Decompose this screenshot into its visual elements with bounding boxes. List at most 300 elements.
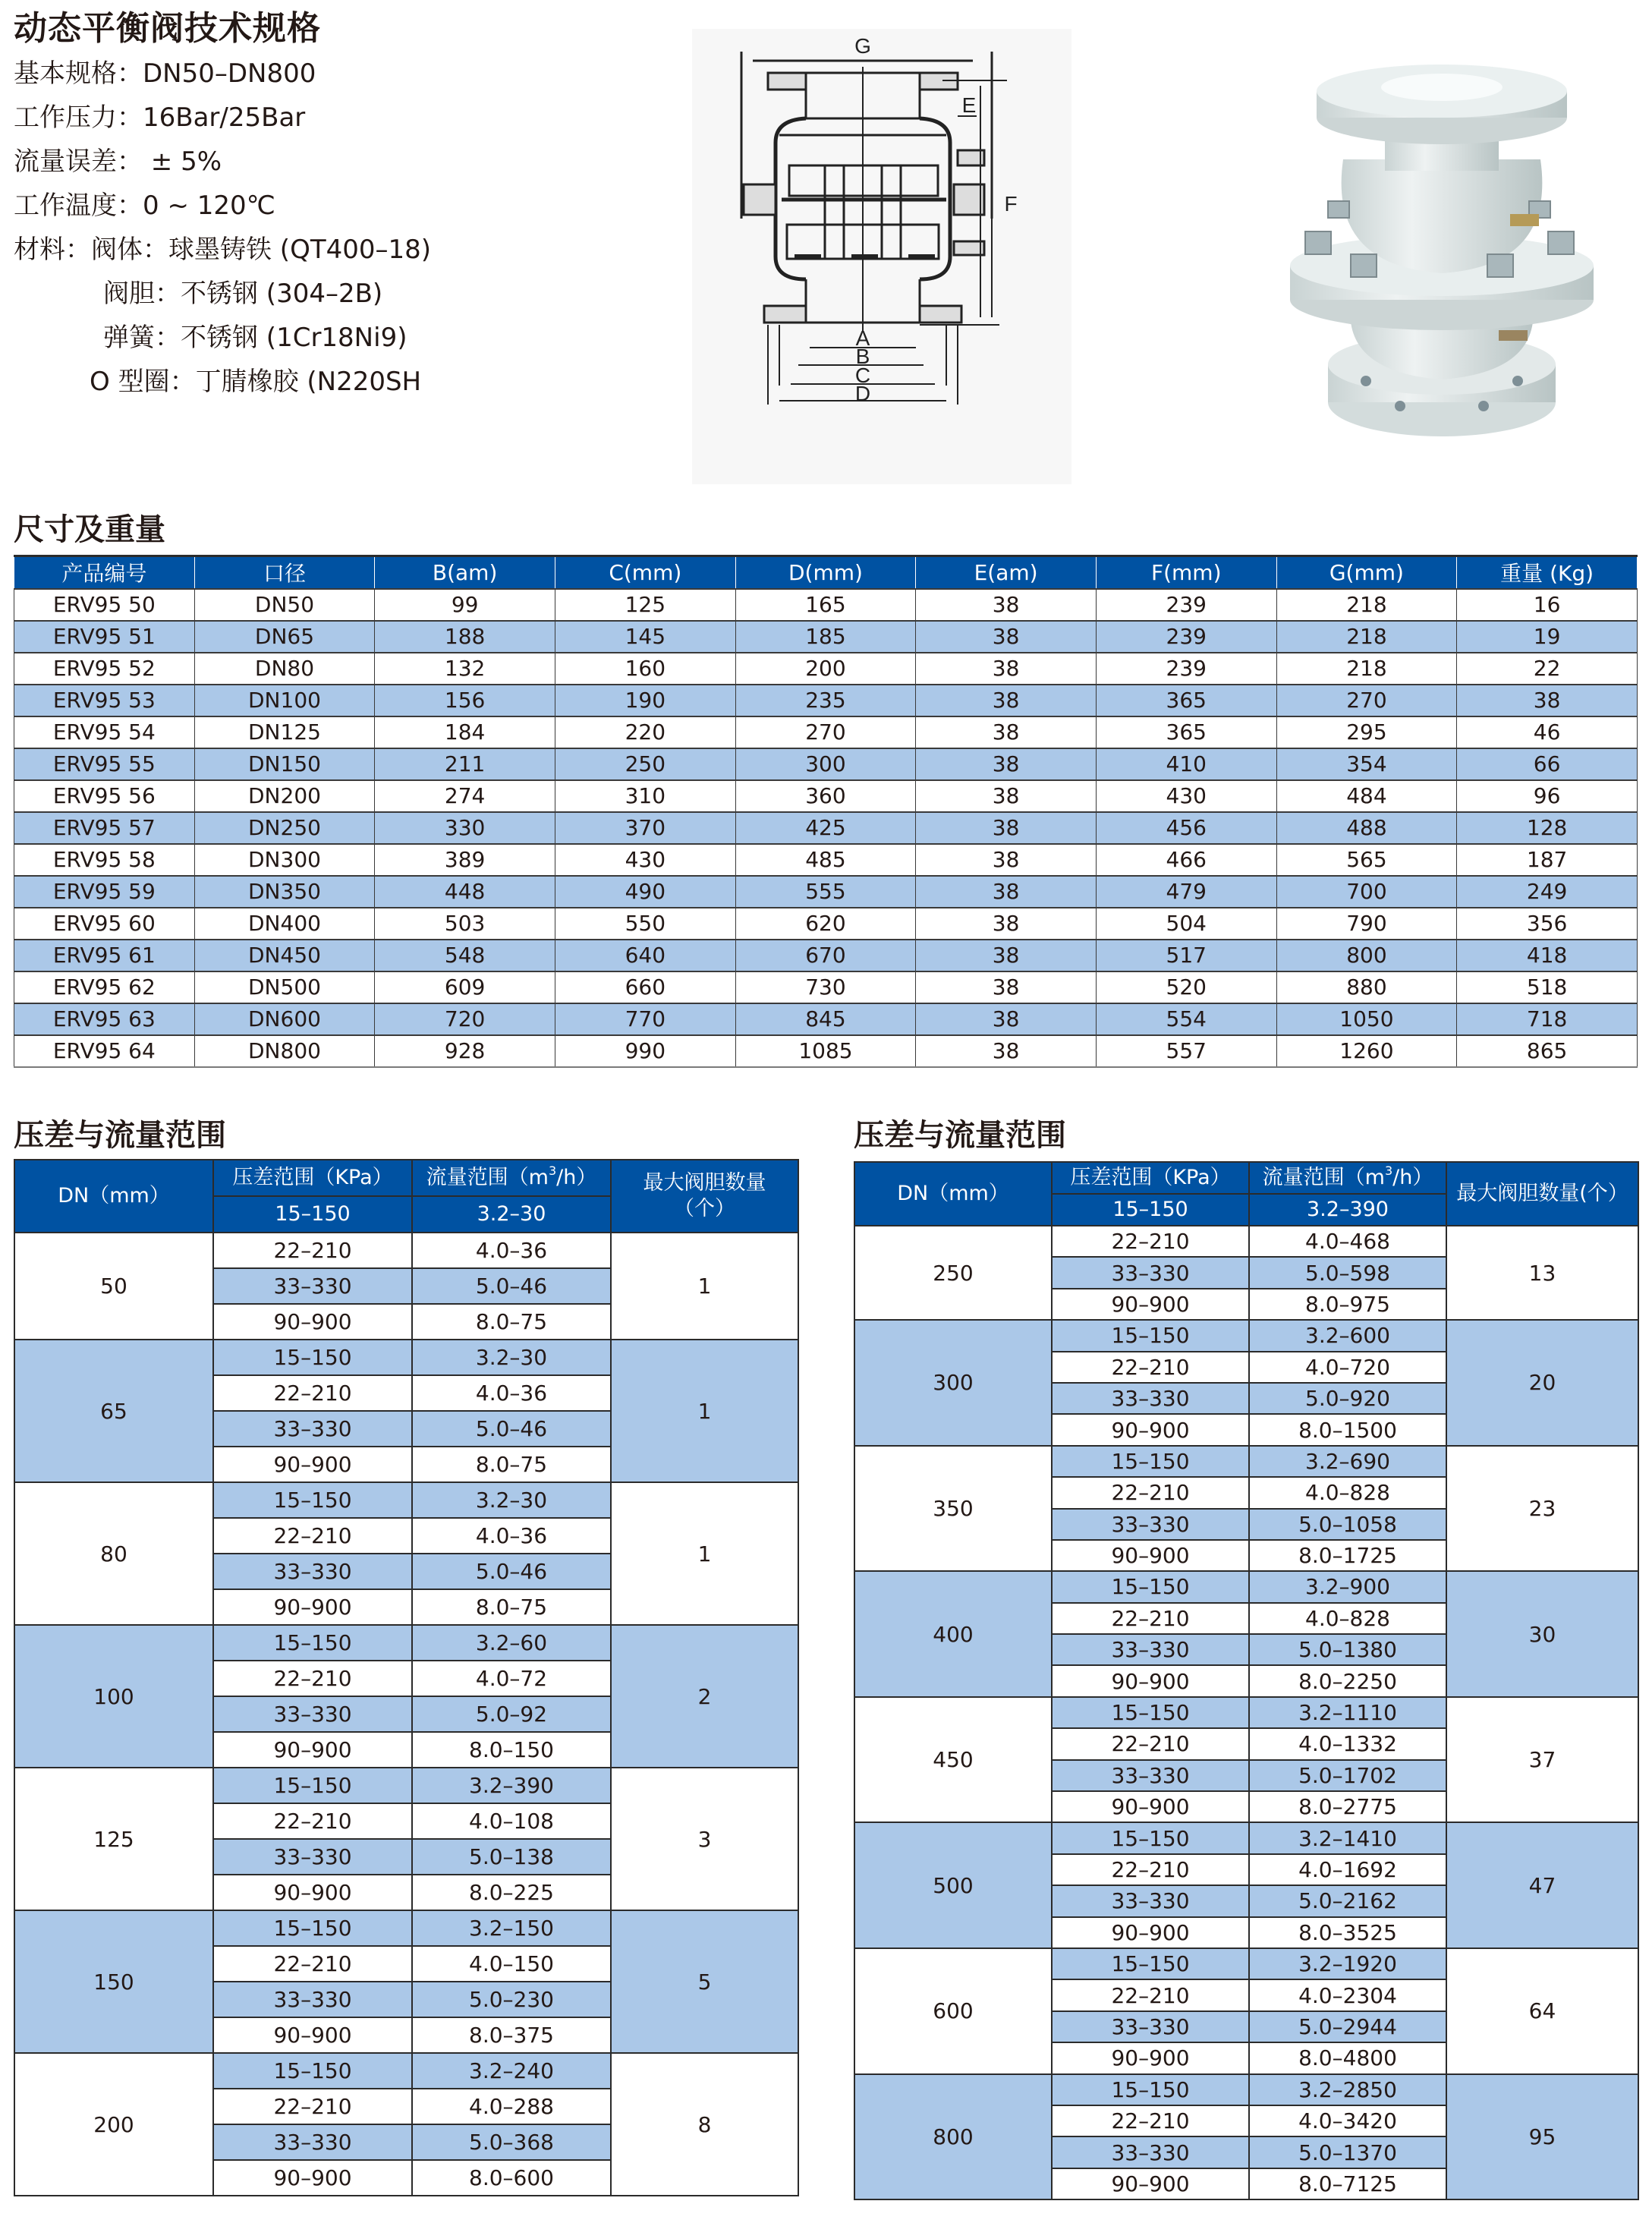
pressure-cell: 22–210 [1052,1728,1249,1759]
valve-photo-icon [1260,46,1624,455]
table-cell: 484 [1276,780,1457,812]
flow-cell: 8.0–150 [412,1732,611,1768]
table-cell: 38 [916,653,1097,685]
table-cell: 184 [375,716,555,748]
table-cell: ERV95 54 [14,716,195,748]
pressure-cell: 15–150 [213,1625,412,1661]
table-cell: 448 [375,876,555,908]
table-cell: 928 [375,1035,555,1067]
header-pressure: 压差范围（KPa） [213,1160,412,1196]
table-row [14,1233,798,1268]
flow-cell: 4.0–828 [1249,1603,1446,1634]
table-cell: ERV95 55 [14,748,195,780]
table-cell: 187 [1457,844,1638,876]
column-header: B(am) [375,556,555,589]
table-cell: 38 [916,589,1097,621]
max-count-cell: 30 [1446,1571,1638,1697]
column-header: D(mm) [735,556,916,589]
flow-cell: 5.0–920 [1249,1383,1446,1414]
spec-label: 基本规格： [14,58,143,89]
max-count-cell: 37 [1446,1697,1638,1823]
flow-cell: 8.0–4800 [1249,2042,1446,2073]
table-cell: ERV95 61 [14,940,195,971]
table-cell: 250 [555,748,735,780]
table-cell: 38 [916,621,1097,653]
flow-cell: 4.0–150 [412,1946,611,1982]
table-cell: 720 [375,1003,555,1035]
flow-cell: 5.0–1380 [1249,1634,1446,1665]
pressure-cell: 90–900 [1052,1665,1249,1696]
table-cell: 156 [375,685,555,716]
spec-label: 阀胆： [103,279,181,309]
table-cell: 555 [735,876,916,908]
table-cell: 165 [735,589,916,621]
table-row [14,844,1638,876]
table-cell: ERV95 57 [14,812,195,844]
table-cell: 557 [1096,1035,1276,1067]
flow-cell: 8.0–1725 [1249,1540,1446,1571]
pressure-cell: 22–210 [213,1946,412,1982]
flow-cell: 3.2–2850 [1249,2074,1446,2105]
flow-cell: 5.0–368 [412,2124,611,2160]
table-cell: 503 [375,908,555,940]
column-header: 重量 (Kg) [1457,556,1638,589]
spec-value: 不锈钢 (304–2B) [181,279,383,309]
table-cell: 218 [1276,653,1457,685]
pressure-cell: 90–900 [213,1589,412,1625]
spec-block [14,6,697,404]
pressure-cell: 33–330 [213,1268,412,1304]
table-row [14,748,1638,780]
range-table-right [854,1161,1639,2200]
pressure-cell: 15–150 [213,1768,412,1803]
table-row [14,1003,1638,1035]
max-count-cell: 1 [611,1233,798,1340]
table-cell: 38 [916,1035,1097,1067]
table-cell: 550 [555,908,735,940]
pressure-cell: 22–210 [1052,1477,1249,1508]
table-cell: 660 [555,971,735,1003]
pressure-cell: 15–150 [1052,1320,1249,1351]
pressure-cell: 22–210 [213,1803,412,1839]
table-cell: 360 [735,780,916,812]
flow-cell: 5.0–138 [412,1839,611,1875]
table-header-row [14,556,1638,589]
flow-cell: 5.0–230 [412,1982,611,2017]
table-cell: 274 [375,780,555,812]
flow-cell: 5.0–46 [412,1554,611,1589]
flow-cell: 4.0–108 [412,1803,611,1839]
flow-cell: 3.2–150 [412,1910,611,1946]
flow-cell: 3.2–240 [412,2053,611,2089]
max-count-cell: 1 [611,1340,798,1482]
table-row [14,1482,798,1518]
flow-cell: 5.0–598 [1249,1257,1446,1288]
header-first-flow: 3.2–390 [1249,1194,1446,1226]
pressure-cell: 22–210 [213,1375,412,1411]
table-row [854,1697,1638,1728]
table-cell: 38 [916,940,1097,971]
pressure-cell: 33–330 [1052,1509,1249,1540]
table-row [14,2053,798,2089]
table-row [14,653,1638,685]
table-cell: ERV95 58 [14,844,195,876]
spec-value: 阀体：球墨铸铁 (QT400–18) [91,235,432,265]
table-cell: 185 [735,621,916,653]
table-cell: 132 [375,653,555,685]
table-row [854,1948,1638,1979]
table-row [14,876,1638,908]
dn-cell: 250 [854,1226,1052,1320]
table-cell: 430 [1096,780,1276,812]
pressure-cell: 33–330 [1052,2011,1249,2042]
table-cell: 365 [1096,716,1276,748]
flow-cell: 4.0–36 [412,1375,611,1411]
table-cell: ERV95 64 [14,1035,195,1067]
table-cell: 218 [1276,589,1457,621]
pressure-cell: 22–210 [213,1661,412,1696]
header-first-pressure: 15–150 [213,1196,412,1233]
pressure-cell: 33–330 [213,2124,412,2160]
pressure-cell: 15–150 [1052,1446,1249,1477]
spec-label: 工作压力： [14,102,143,133]
valve-product-photo [1260,46,1624,455]
max-count-cell: 47 [1446,1822,1638,1948]
table-cell: 485 [735,844,916,876]
pressure-cell: 90–900 [213,1447,412,1482]
table-cell: DN800 [194,1035,375,1067]
pressure-cell: 90–900 [1052,1414,1249,1445]
table-cell: 38 [916,748,1097,780]
table-cell: 220 [555,716,735,748]
table-cell: DN200 [194,780,375,812]
dn-cell: 50 [14,1233,213,1340]
table-cell: 517 [1096,940,1276,971]
svg-text:G: G [854,34,871,58]
table-cell: DN300 [194,844,375,876]
table-cell: DN500 [194,971,375,1003]
table-cell: 38 [916,876,1097,908]
dn-cell: 450 [854,1697,1052,1823]
spec-value: DN50–DN800 [143,58,316,89]
flow-cell: 8.0–2775 [1249,1791,1446,1822]
table-row [14,589,1638,621]
flow-cell: 5.0–1702 [1249,1760,1446,1791]
spec-line-pressure [14,96,697,140]
table-cell: 670 [735,940,916,971]
table-cell: 845 [735,1003,916,1035]
table-cell: ERV95 62 [14,971,195,1003]
spec-line-material-body [14,228,697,272]
table-cell: DN250 [194,812,375,844]
header-flow: 流量范围$(m^3/h)$ [412,1160,611,1196]
table-cell: 640 [555,940,735,971]
pressure-cell: 90–900 [1052,1917,1249,1948]
table-cell: 38 [916,812,1097,844]
pressure-cell: 33–330 [1052,1383,1249,1414]
table-row [854,2074,1638,2105]
table-cell: 990 [555,1035,735,1067]
table-cell: 504 [1096,908,1276,940]
table-cell: 270 [735,716,916,748]
pressure-cell: 15–150 [1052,1697,1249,1728]
table-cell: DN50 [194,589,375,621]
dn-cell: 400 [854,1571,1052,1697]
pressure-cell: 33–330 [213,1411,412,1447]
header-first-pressure: 15–150 [1052,1194,1249,1226]
flow-cell: 3.2–60 [412,1625,611,1661]
pressure-cell: 90–900 [213,1875,412,1910]
flow-cell: 8.0–2250 [1249,1665,1446,1696]
table-header-row [14,1160,798,1196]
pressure-cell: 90–900 [1052,2042,1249,2073]
table-cell: 548 [375,940,555,971]
table-cell: 356 [1457,908,1638,940]
table-cell: ERV95 59 [14,876,195,908]
flow-cell: 8.0–225 [412,1875,611,1910]
flow-cell: 8.0–75 [412,1447,611,1482]
table-cell: DN80 [194,653,375,685]
table-cell: 200 [735,653,916,685]
table-cell: 270 [1276,685,1457,716]
table-cell: DN450 [194,940,375,971]
pressure-cell: 33–330 [1052,2136,1249,2168]
table-cell: 1260 [1276,1035,1457,1067]
pressure-cell: 15–150 [1052,1571,1249,1602]
flow-cell: 5.0–2944 [1249,2011,1446,2042]
table-cell: 188 [375,621,555,653]
table-cell: 310 [555,780,735,812]
dn-cell: 350 [854,1446,1052,1572]
header-max-count: 最大阀胆数量(个） [1446,1162,1638,1226]
table-cell: DN400 [194,908,375,940]
table-cell: 865 [1457,1035,1638,1067]
column-header: 产品编号 [14,556,195,589]
pressure-cell: 90–900 [213,2160,412,2196]
pressure-cell: 90–900 [213,2017,412,2053]
spec-label: 工作温度： [14,190,143,221]
flow-cell: 5.0–1058 [1249,1509,1446,1540]
table-cell: 354 [1276,748,1457,780]
max-count-cell: 13 [1446,1226,1638,1320]
header-max-count: 最大阀胆数量（个） [611,1160,798,1233]
dimensions-section-title: 尺寸及重量 [14,512,165,547]
table-cell: 430 [555,844,735,876]
pressure-cell: 33–330 [213,1839,412,1875]
max-count-cell: 95 [1446,2074,1638,2200]
table-cell: 38 [916,844,1097,876]
table-cell: 425 [735,812,916,844]
valve-cross-section-diagram [692,29,1071,484]
table-row [854,1226,1638,1257]
table-cell: 218 [1276,621,1457,653]
table-cell: 800 [1276,940,1457,971]
spec-line-material-spring [14,316,697,360]
pressure-cell: 33–330 [213,1554,412,1589]
pressure-cell: 33–330 [1052,1885,1249,1916]
table-cell: 370 [555,812,735,844]
table-header-row [854,1162,1638,1194]
table-cell: DN150 [194,748,375,780]
pressure-cell: 90–900 [1052,2168,1249,2199]
table-cell: 488 [1276,812,1457,844]
table-cell: 239 [1096,621,1276,653]
table-cell: 418 [1457,940,1638,971]
flow-cell: 3.2–390 [412,1768,611,1803]
pressure-cell: 22–210 [1052,1854,1249,1885]
flow-cell: 4.0–1332 [1249,1728,1446,1759]
flow-cell: 8.0–1500 [1249,1414,1446,1445]
max-count-cell: 1 [611,1482,798,1625]
table-row [14,685,1638,716]
flow-cell: 8.0–7125 [1249,2168,1446,2199]
svg-text:B: B [855,345,870,368]
table-row [14,621,1638,653]
table-cell: 16 [1457,589,1638,621]
pressure-cell: 90–900 [1052,1791,1249,1822]
dimensions-table [14,555,1638,1068]
table-row [14,812,1638,844]
pressure-cell: 22–210 [1052,1352,1249,1383]
flow-cell: 3.2–900 [1249,1571,1446,1602]
table-cell: DN125 [194,716,375,748]
table-row [14,1768,798,1803]
table-cell: 211 [375,748,555,780]
table-cell: DN350 [194,876,375,908]
table-cell: 125 [555,589,735,621]
table-cell: ERV95 50 [14,589,195,621]
pressure-cell: 15–150 [213,2053,412,2089]
table-cell: ERV95 53 [14,685,195,716]
column-header: 口径 [194,556,375,589]
header-pressure: 压差范围（KPa） [1052,1162,1249,1194]
table-cell: 365 [1096,685,1276,716]
header-dn: DN（mm） [14,1160,213,1233]
table-cell: ERV95 63 [14,1003,195,1035]
spec-line-material-oring [14,360,697,404]
dn-cell: 800 [854,2074,1052,2200]
column-header: F(mm) [1096,556,1276,589]
spec-label: 弹簧： [103,323,181,353]
dn-cell: 150 [14,1910,213,2053]
column-header: G(mm) [1276,556,1457,589]
table-cell: 1050 [1276,1003,1457,1035]
flow-cell: 4.0–36 [412,1233,611,1268]
table-cell: 38 [916,685,1097,716]
spec-value: 16Bar/25Bar [143,102,306,133]
column-header: C(mm) [555,556,735,589]
spec-value: 0 ~ 120℃ [143,190,275,221]
pressure-cell: 15–150 [213,1340,412,1375]
table-cell: ERV95 60 [14,908,195,940]
max-count-cell: 64 [1446,1948,1638,2074]
spec-title: 动态平衡阀技术规格 [14,9,321,48]
dn-cell: 600 [854,1948,1052,2074]
pressure-cell: 22–210 [213,1233,412,1268]
pressure-cell: 15–150 [1052,1822,1249,1853]
pressure-cell: 22–210 [1052,1603,1249,1634]
pressure-cell: 22–210 [1052,1226,1249,1257]
table-row [14,780,1638,812]
table-cell: 300 [735,748,916,780]
flow-cell: 4.0–36 [412,1518,611,1554]
pressure-cell: 15–150 [213,1910,412,1946]
table-row [854,1320,1638,1351]
table-cell: 609 [375,971,555,1003]
flow-cell: 4.0–828 [1249,1477,1446,1508]
pressure-cell: 22–210 [213,2089,412,2124]
spec-label: 流量误差： [14,146,143,177]
table-cell: 22 [1457,653,1638,685]
valve-diagram-icon [692,29,1071,484]
flow-cell: 4.0–288 [412,2089,611,2124]
table-cell: 38 [1457,685,1638,716]
spec-line-size [14,52,697,96]
flow-cell: 4.0–1692 [1249,1854,1446,1885]
flow-cell: 4.0–720 [1249,1352,1446,1383]
max-count-cell: 20 [1446,1320,1638,1446]
pressure-cell: 90–900 [213,1732,412,1768]
pressure-cell: 33–330 [1052,1634,1249,1665]
pressure-cell: 22–210 [1052,2105,1249,2136]
table-row [854,1571,1638,1602]
table-cell: DN600 [194,1003,375,1035]
range-table-left [14,1159,799,2196]
table-cell: 520 [1096,971,1276,1003]
table-cell: 479 [1096,876,1276,908]
table-row [14,1035,1638,1067]
table-cell: 518 [1457,971,1638,1003]
max-count-cell: 2 [611,1625,798,1768]
table-cell: DN65 [194,621,375,653]
pressure-cell: 15–150 [1052,1948,1249,1979]
table-cell: 19 [1457,621,1638,653]
flow-cell: 5.0–2162 [1249,1885,1446,1916]
table-cell: 99 [375,589,555,621]
dn-cell: 65 [14,1340,213,1482]
flow-cell: 3.2–30 [412,1340,611,1375]
flow-cell: 5.0–46 [412,1268,611,1304]
spec-line-material-cartridge [14,272,697,316]
table-cell: 410 [1096,748,1276,780]
table-cell: ERV95 52 [14,653,195,685]
table-row [14,940,1638,971]
table-row [14,1910,798,1946]
range-right-section-title: 压差与流量范围 [854,1118,1066,1153]
table-cell: 190 [555,685,735,716]
flow-cell: 5.0–46 [412,1411,611,1447]
dn-cell: 100 [14,1625,213,1768]
spec-value: ± 5% [143,146,222,177]
table-cell: 330 [375,812,555,844]
pressure-cell: 90–900 [1052,1289,1249,1320]
pressure-cell: 90–900 [213,1304,412,1340]
table-cell: 565 [1276,844,1457,876]
flow-cell: 3.2–1920 [1249,1948,1446,1979]
flow-cell: 4.0–468 [1249,1226,1446,1257]
dn-cell: 200 [14,2053,213,2196]
table-cell: 718 [1457,1003,1638,1035]
max-count-cell: 5 [611,1910,798,2053]
flow-cell: 5.0–1370 [1249,2136,1446,2168]
table-cell: 730 [735,971,916,1003]
table-cell: 389 [375,844,555,876]
dn-cell: 80 [14,1482,213,1625]
flow-cell: 8.0–3525 [1249,1917,1446,1948]
table-cell: 456 [1096,812,1276,844]
table-cell: 295 [1276,716,1457,748]
table-cell: 466 [1096,844,1276,876]
